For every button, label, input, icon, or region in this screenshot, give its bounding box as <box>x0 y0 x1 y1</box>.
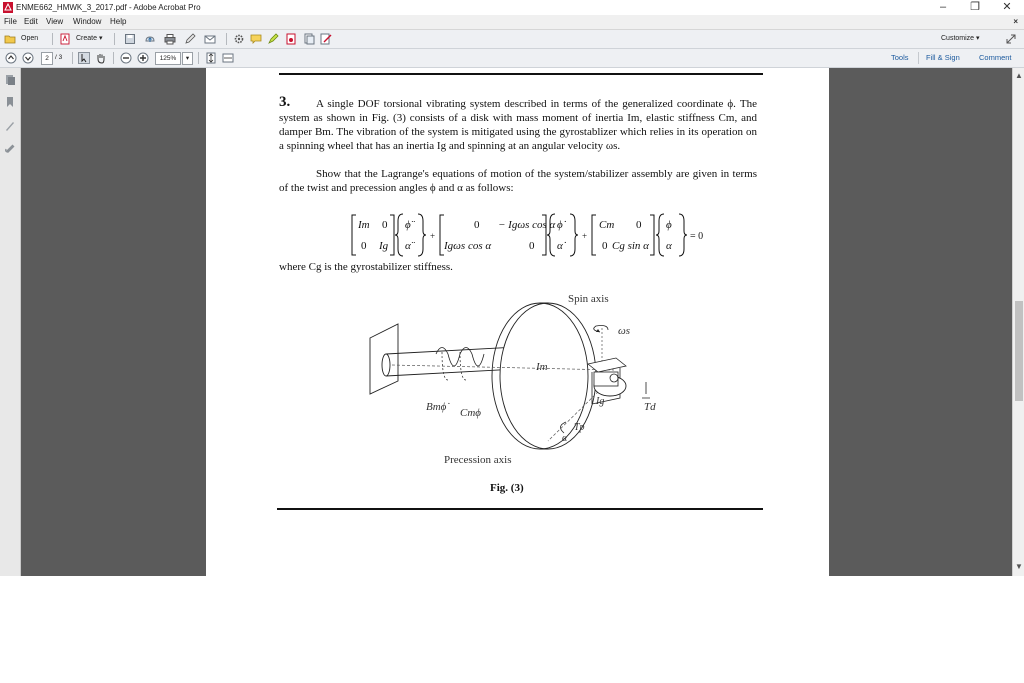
folder-icon <box>4 33 16 45</box>
open-button[interactable]: Open <box>21 35 39 42</box>
zoom-level-input[interactable]: 125% <box>155 52 181 65</box>
g22: 0 <box>529 240 535 252</box>
menu-help[interactable]: Help <box>110 17 127 26</box>
toolbar-separator <box>72 52 73 64</box>
pdf-page <box>206 68 829 576</box>
close-button[interactable]: ✕ <box>1002 1 1012 13</box>
vec-alpha-dd: α̈ <box>405 240 411 252</box>
create-pdf-icon <box>59 33 71 45</box>
customize-button[interactable]: Customize ▾ <box>941 35 980 42</box>
g21: Igωs cos α <box>444 240 492 252</box>
toolbar-separator <box>918 52 919 64</box>
highlight-icon[interactable] <box>267 33 279 45</box>
vec-alpha: α <box>666 240 672 252</box>
bookmarks-icon[interactable] <box>4 96 16 108</box>
attach-icon[interactable] <box>303 33 315 45</box>
create-button[interactable]: Create ▾ <box>76 35 103 42</box>
vec-phi-dd: ϕ̈ <box>405 219 411 231</box>
k12: 0 <box>636 219 642 231</box>
omega-s-label: ωs <box>618 325 631 337</box>
close-document-button[interactable]: × <box>1013 17 1018 26</box>
scroll-down-icon[interactable]: ▼ <box>1015 562 1023 571</box>
main-toolbar <box>0 30 1024 49</box>
hand-tool-icon[interactable] <box>95 52 107 64</box>
g11: 0 <box>474 219 480 231</box>
Ig-label: Ig <box>596 396 605 407</box>
vec-alpha-d: α̇ <box>557 240 563 252</box>
menu-view[interactable]: View <box>46 17 64 26</box>
restore-button[interactable]: ❐ <box>970 1 980 13</box>
minimize-button[interactable]: – <box>939 1 947 13</box>
menu-bar <box>0 15 1024 30</box>
Td-label: Td <box>644 401 656 413</box>
m22: Ig <box>379 240 389 252</box>
alpha-label: α <box>562 433 568 444</box>
acrobat-icon <box>3 2 13 13</box>
Im-label: Im <box>536 361 548 373</box>
precession-axis-label: Precession axis <box>444 454 512 466</box>
bottom-rule <box>277 508 763 510</box>
toolbar-separator <box>114 33 115 45</box>
toolbar-separator <box>226 33 227 45</box>
fill-sign-pane-link[interactable]: Fill & Sign <box>926 53 960 62</box>
k21: 0 <box>602 240 608 252</box>
zoom-out-icon[interactable] <box>120 52 132 64</box>
next-page-icon[interactable] <box>22 52 34 64</box>
m11: Im <box>358 219 370 231</box>
settings-icon[interactable] <box>233 33 245 45</box>
previous-page-icon[interactable] <box>5 52 17 64</box>
vec-phi: ϕ <box>666 219 672 231</box>
select-tool-icon[interactable] <box>78 52 90 64</box>
k22: Cg sin α <box>612 240 649 252</box>
stamp-icon[interactable] <box>285 33 297 45</box>
Tp-label: Tp <box>574 422 585 433</box>
vec-phi-d: ϕ̇ <box>557 219 563 231</box>
title-bar <box>0 0 1024 15</box>
edit-icon[interactable] <box>184 33 196 45</box>
spin-axis-label: Spin axis <box>568 293 609 305</box>
fit-page-icon[interactable] <box>205 52 217 64</box>
equals-zero: = 0 <box>690 231 704 242</box>
stiffness-note: where Cg is the gyrostabilizer stiffness. <box>279 261 453 273</box>
spring-label: Cmϕ <box>460 407 481 419</box>
top-rule <box>279 73 763 75</box>
fit-width-icon[interactable] <box>222 52 234 64</box>
question-paragraph: A single DOF torsional vibrating system described in terms of the generalized coordinate ϕ. The system as shown in Fig. (3) consists of a disk with mass moment of inertia Im, elastic stiffness Cm, and damper Bm. The vibration of the system is mitigated using the gyrostablizer which relies in its operation on a spinning wheel that has an inertia Ig and spinning at an angular velocity ωs. <box>279 98 757 152</box>
zoom-dropdown-button[interactable]: ▾ <box>182 52 193 65</box>
document-view[interactable] <box>21 68 1012 576</box>
comment-icon[interactable] <box>250 33 262 45</box>
page-total: / 3 <box>55 54 63 61</box>
gyrostabilizer-figure <box>356 286 676 466</box>
plus-2: + <box>582 231 588 241</box>
navigation-toolbar <box>0 49 1024 68</box>
page-thumbnails-icon[interactable] <box>4 74 16 86</box>
damper-label: Bmϕ̇ <box>426 401 447 413</box>
figure-caption: Fig. (3) <box>490 482 524 494</box>
m12: 0 <box>382 219 388 231</box>
plus-1: + <box>430 231 436 241</box>
upload-icon[interactable] <box>144 33 156 45</box>
menu-window[interactable]: Window <box>73 17 102 26</box>
expand-icon[interactable] <box>1005 33 1017 45</box>
toolbar-separator <box>113 52 114 64</box>
navigation-panel <box>0 68 21 576</box>
window-title: ENME662_HMWK_3_2017.pdf - Adobe Acrobat Pro <box>16 3 201 12</box>
scrollbar-thumb[interactable] <box>1015 301 1023 401</box>
menu-edit[interactable]: Edit <box>24 17 38 26</box>
question-number: 3. <box>279 94 291 110</box>
email-icon[interactable] <box>204 33 216 45</box>
save-icon[interactable] <box>124 33 136 45</box>
m21: 0 <box>361 240 367 252</box>
menu-file[interactable]: File <box>4 17 17 26</box>
signatures-icon[interactable] <box>4 120 16 132</box>
instruction-paragraph: Show that the Lagrange's equations of motion of the system/stabilizer assembly are given in terms of the twist and precession angles ϕ and α as follows: <box>279 168 757 194</box>
g12: − Igωs cos α <box>498 219 556 231</box>
toolbar-separator <box>198 52 199 64</box>
equation-of-motion <box>350 211 730 259</box>
zoom-in-icon[interactable] <box>137 52 149 64</box>
comment-pane-link[interactable]: Comment <box>979 53 1012 62</box>
tools-pane-link[interactable]: Tools <box>891 53 909 62</box>
page-number-input[interactable]: 2 <box>41 52 53 65</box>
print-icon[interactable] <box>164 33 176 45</box>
scroll-up-icon[interactable]: ▲ <box>1015 71 1023 80</box>
sign-icon[interactable] <box>320 33 332 45</box>
attachments-icon[interactable] <box>4 142 16 154</box>
k11: Cm <box>599 219 615 231</box>
vertical-scrollbar[interactable] <box>1012 68 1024 576</box>
toolbar-separator <box>52 33 53 45</box>
